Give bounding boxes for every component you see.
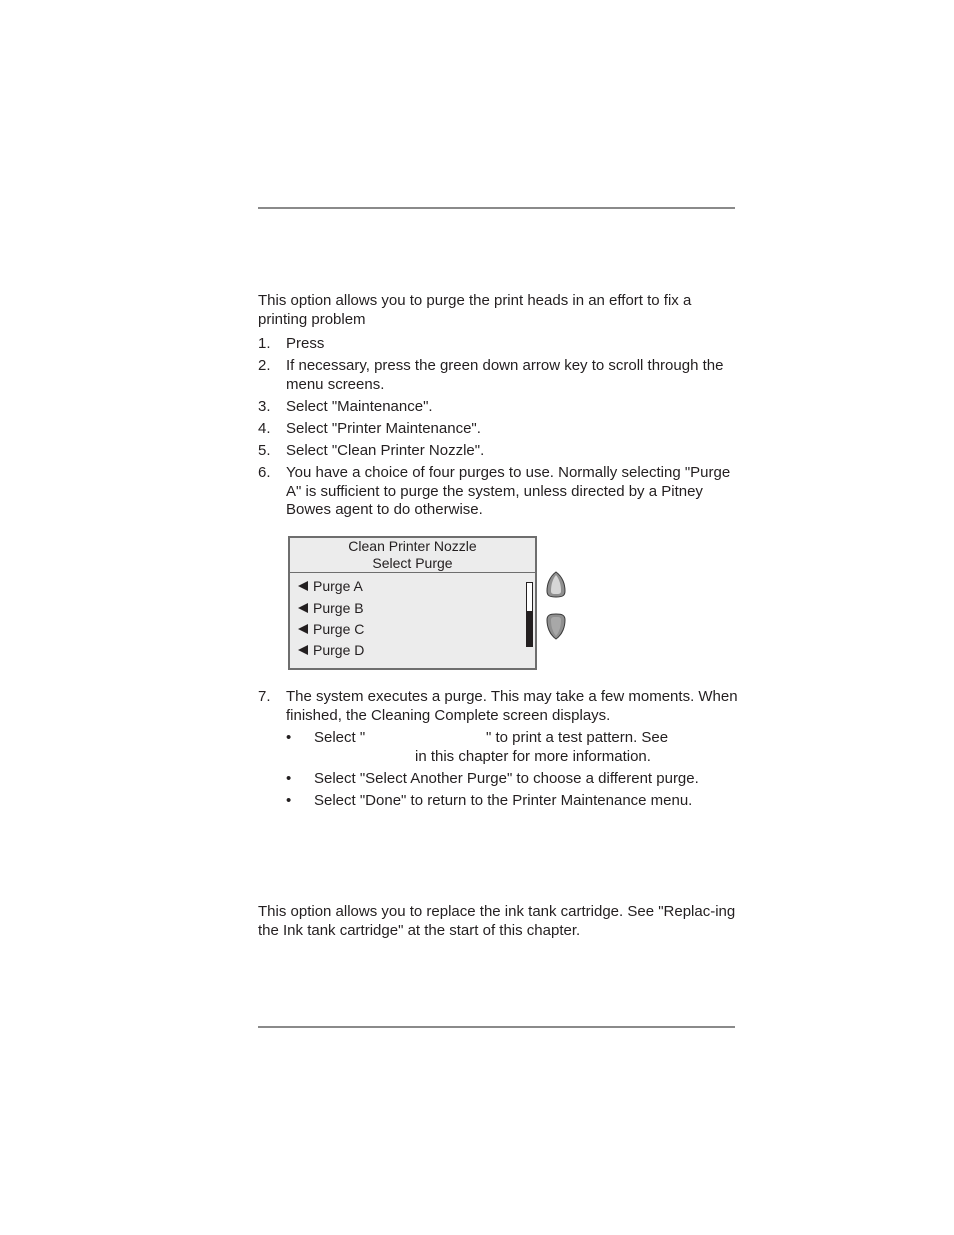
lcd-item-label: Purge C	[313, 621, 365, 637]
lcd-scrollbar[interactable]	[526, 582, 533, 647]
step-text: The system executes a purge. This may take a few moments. When finished, the Cleaning Complete screen displays.	[286, 688, 738, 724]
step-number: 6.	[258, 464, 271, 481]
left-triangle-icon	[298, 603, 308, 613]
step-number: 7.	[258, 688, 271, 705]
bullet-line-1-start: Select "	[314, 729, 366, 746]
bottom-rule	[258, 1026, 735, 1028]
bullet-dot: •	[286, 770, 292, 787]
step-text: Select "Printer Maintenance".	[286, 420, 481, 437]
left-triangle-icon	[298, 624, 308, 634]
lcd-item-purge-d[interactable]	[298, 642, 364, 658]
top-rule	[258, 207, 735, 209]
bullet-text: Select "Done" to return to the Printer Maintenance menu.	[314, 792, 693, 809]
lcd-item-label: Purge A	[313, 578, 363, 594]
lcd-subtitle: Select Purge	[372, 555, 453, 571]
bullet-line-1-end: " to print a test pattern. See	[486, 729, 669, 746]
bullet-dot: •	[286, 729, 292, 746]
lcd-title: Clean Printer Nozzle	[348, 538, 477, 554]
purge-intro: This option allows you to purge the print heads in an effort to fix a printing problem	[258, 292, 692, 328]
step-text: Press	[286, 335, 325, 352]
step-number: 1.	[258, 335, 271, 352]
step-text: Select "Maintenance".	[286, 398, 433, 415]
lcd-item-label: Purge B	[313, 600, 364, 616]
lcd-item-purge-a[interactable]	[298, 578, 363, 594]
left-triangle-icon	[298, 645, 308, 655]
lcd-item-purge-c[interactable]	[298, 621, 364, 637]
step-text: You have a choice of four purges to use. Normally selecting "Purge A" is sufficient to purge the system, unless directed by a Pitney Bowes agent to do otherwise.	[286, 464, 731, 518]
left-triangle-icon	[298, 581, 308, 591]
step-number: 5.	[258, 442, 271, 459]
up-arrow-key-icon[interactable]	[545, 571, 567, 599]
step-number: 4.	[258, 420, 271, 437]
step-text: If necessary, press the green down arrow key to scroll through the menu screens.	[286, 357, 724, 393]
step-text: Select "Clean Printer Nozzle".	[286, 442, 485, 459]
lcd-screen	[288, 536, 537, 670]
scrollbar-thumb	[527, 611, 532, 646]
lcd-header	[290, 538, 535, 573]
down-arrow-key-icon[interactable]	[545, 612, 567, 640]
step-number: 2.	[258, 357, 271, 374]
bullet-line-2: in this chapter for more information.	[415, 748, 651, 765]
bullet-dot: •	[286, 792, 292, 809]
lcd-item-label: Purge D	[313, 642, 365, 658]
step-number: 3.	[258, 398, 271, 415]
bullet-text: Select "Select Another Purge" to choose a different purge.	[314, 770, 699, 787]
ink-intro: This option allows you to replace the ink tank cartridge. See "Replac-ing the Ink tank cartridge" at the start of this chapter.	[258, 903, 736, 939]
lcd-item-purge-b[interactable]	[298, 600, 364, 616]
